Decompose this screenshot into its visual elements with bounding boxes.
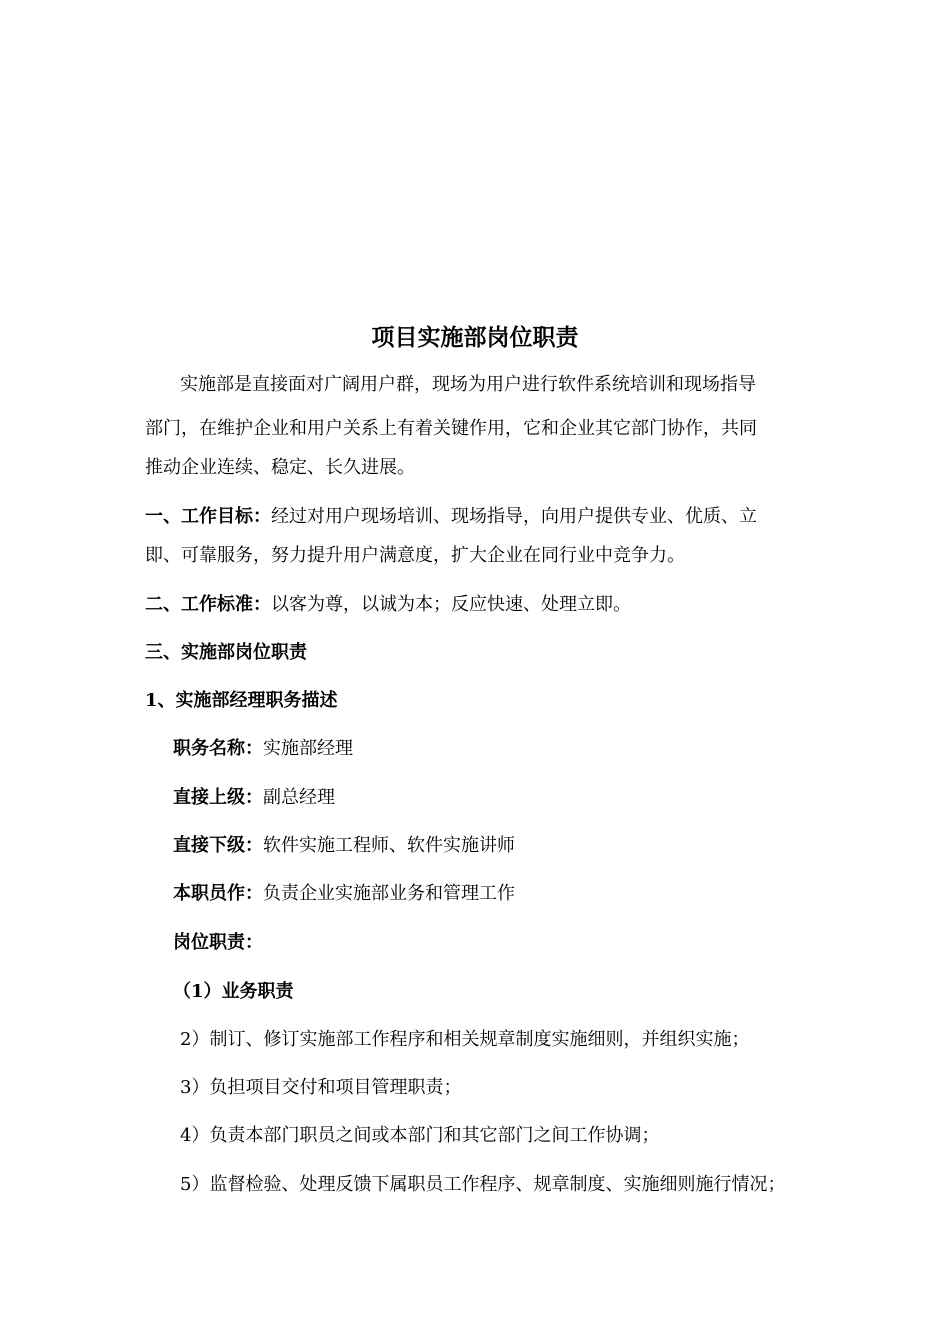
job-title-label: 职务名称：	[173, 738, 263, 759]
superior-value: 副总经理	[263, 787, 335, 808]
standard-line	[145, 591, 631, 619]
business-duties-heading: （1）业务职责	[173, 981, 294, 1002]
subordinate-row	[173, 832, 515, 860]
standard-label: 二、工作标准：	[145, 594, 271, 615]
superior-label: 直接上级：	[173, 787, 263, 808]
intro-line-1: 实施部是直接面对广阔用户群，现场为用户进行软件系统培训和现场指导	[180, 374, 756, 395]
job-title-value: 实施部经理	[263, 738, 353, 759]
goal-text-1: 经过对用户现场培训、现场指导，向用户提供专业、优质、立	[271, 506, 757, 527]
goal-line-1	[145, 503, 757, 531]
superior-row	[173, 784, 335, 812]
duty-value: 负责企业实施部业务和管理工作	[263, 883, 515, 904]
duty-item-3: 3）负担项目交付和项目管理职责；	[180, 1077, 462, 1098]
intro-line-2: 部门，在维护企业和用户关系上有着关键作用，它和企业其它部门协作，共同	[145, 418, 757, 439]
goal-line-2: 即、可靠服务，努力提升用户满意度，扩大企业在同行业中竞争力。	[145, 545, 685, 566]
subsection-1-heading: 1、实施部经理职务描述	[145, 690, 338, 711]
duty-item-5: 5）监督检验、处理反馈下属职员工作程序、规章制度、实施细则施行情况；	[180, 1174, 786, 1195]
responsibility-label: 岗位职责：	[173, 932, 263, 953]
intro-line-3: 推动企业连续、稳定、长久进展。	[145, 457, 415, 478]
document-title: 项目实施部岗位职责	[371, 324, 579, 351]
duty-label: 本职员作：	[173, 883, 263, 904]
standard-text: 以客为尊，以诚为本；反应快速、处理立即。	[271, 594, 631, 615]
section-3-heading: 三、实施部岗位职责	[145, 642, 307, 663]
duty-item-4: 4）负责本部门职员之间或本部门和其它部门之间工作协调；	[180, 1125, 660, 1146]
subordinate-label: 直接下级：	[173, 835, 263, 856]
duty-row	[173, 880, 515, 908]
subordinate-value: 软件实施工程师、软件实施讲师	[263, 835, 515, 856]
job-title-row	[173, 735, 353, 763]
goal-label: 一、工作目标：	[145, 506, 271, 527]
duty-item-2: 2）制订、修订实施部工作程序和相关规章制度实施细则，并组织实施；	[180, 1029, 750, 1050]
